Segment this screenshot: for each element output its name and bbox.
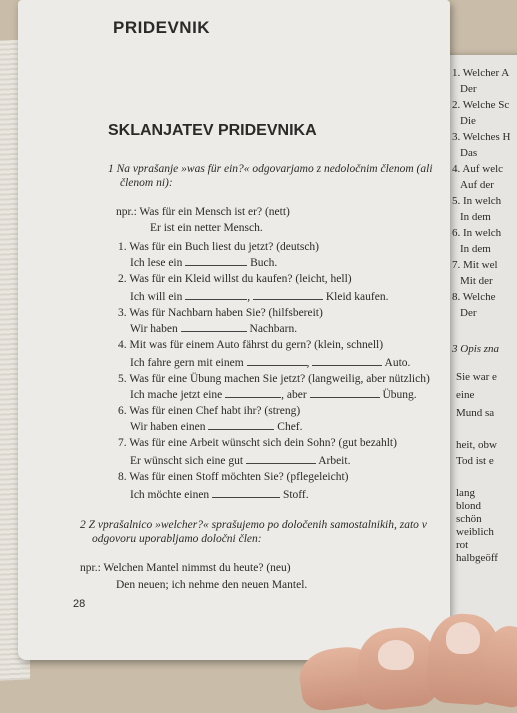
answer-text: Ich will ein	[130, 291, 183, 303]
answer-text: , aber	[281, 389, 307, 401]
answer-blank[interactable]	[225, 388, 281, 398]
exercise-answer	[130, 388, 417, 402]
example2-question: npr.: Welchen Mantel nimmst du heute? (neu)	[80, 562, 291, 574]
exercise-question: 8. Was für einen Stoff möchten Sie? (pflegeleicht)	[118, 471, 349, 483]
answer-text: Ich lese ein	[130, 257, 183, 269]
answer-text: Buch.	[250, 257, 278, 269]
exercise-answer	[130, 256, 277, 270]
task2-instruction-cont: odgovoru uporabljamo določni člen:	[92, 533, 262, 545]
answer-text: ,	[306, 357, 310, 369]
left-page	[18, 0, 450, 660]
right-line: halbgeöff	[456, 552, 498, 564]
answer-blank[interactable]	[310, 388, 380, 398]
answer-text: Wir haben einen	[130, 421, 206, 433]
exercise-answer	[130, 488, 309, 502]
right-line: Der	[460, 83, 477, 95]
right-line: 6. In welch	[452, 227, 502, 239]
right-line: 2. Welche Sc	[452, 99, 510, 111]
exercise-answer	[130, 290, 388, 304]
answer-blank[interactable]	[185, 256, 247, 266]
task1-instruction-cont: členom ni):	[120, 177, 173, 189]
exercise-answer	[130, 322, 297, 336]
answer-text: Arbeit.	[318, 455, 351, 467]
right-line: 7. Mit wel	[452, 259, 498, 271]
exercise-question: 3. Was für Nachbarn haben Sie? (hilfsbereit)	[118, 307, 323, 319]
answer-text: Chef.	[277, 421, 303, 433]
answer-blank[interactable]	[247, 356, 307, 366]
right-line: eine	[456, 389, 475, 401]
right-line: heit, obw	[456, 439, 497, 451]
example2-answer: Den neuen; ich nehme den neuen Mantel.	[116, 579, 308, 591]
example1-question: npr.: Was für ein Mensch ist er? (nett)	[116, 206, 290, 218]
right-page	[446, 55, 517, 645]
exercise-question: 5. Was für eine Übung machen Sie jetzt? (langweilig, aber nützlich)	[118, 373, 430, 385]
right-line: Die	[460, 115, 476, 127]
exercise-question: 1. Was für ein Buch liest du jetzt? (deutsch)	[118, 241, 320, 253]
right-line: rot	[456, 539, 469, 551]
task2-text: 2 Z vprašalnico »welcher?« sprašujemo po določenih samostalnikih, zato v	[80, 519, 427, 531]
answer-text: Übung.	[382, 389, 417, 401]
right-line: lang	[456, 487, 475, 499]
right-line: Auf der	[460, 179, 494, 191]
right-line: 3 Opis zna	[452, 343, 500, 355]
section-title: SKLANJATEV PRIDEVNIKA	[108, 122, 317, 139]
exercise-question: 6. Was für einen Chef habt ihr? (streng)	[118, 405, 301, 417]
exercise-question: 7. Was für eine Arbeit wünscht sich dein Sohn? (gut bezahlt)	[118, 437, 397, 449]
answer-text: ,	[247, 291, 251, 303]
answer-blank[interactable]	[185, 290, 247, 300]
chapter-header: PRIDEVNIK	[113, 18, 211, 37]
right-line: In dem	[460, 243, 491, 255]
answer-text: Ich fahre gern mit einem	[130, 357, 244, 369]
answer-text: Ich mache jetzt eine	[130, 389, 223, 401]
task1-instruction: 1 Na vprašanje »was für ein?« odgovarjamo z nedoločnim členom (ali	[108, 163, 433, 175]
fingernail	[446, 622, 480, 654]
answer-text: Auto.	[384, 357, 411, 369]
answer-text: Kleid kaufen.	[325, 291, 389, 303]
right-line: 3. Welches H	[452, 131, 511, 143]
exercise-answer	[130, 420, 303, 434]
right-line: Tod ist e	[456, 455, 494, 467]
example1-answer: Er ist ein netter Mensch.	[150, 222, 263, 234]
right-line: blond	[456, 500, 482, 512]
answer-text: Er wünscht sich eine gut	[130, 455, 244, 467]
answer-blank[interactable]	[246, 454, 316, 464]
right-line: schön	[456, 513, 482, 525]
fingernail	[378, 640, 414, 670]
right-line: Sie war e	[456, 371, 497, 383]
exercise-answer	[130, 356, 410, 370]
answer-blank[interactable]	[312, 356, 382, 366]
right-line: 5. In welch	[452, 195, 502, 207]
right-line: Das	[460, 147, 478, 159]
task2-instruction	[80, 518, 427, 532]
answer-blank[interactable]	[181, 322, 247, 332]
answer-blank[interactable]	[208, 420, 274, 430]
right-line: Mund sa	[456, 407, 495, 419]
exercise-answer	[130, 454, 350, 468]
right-line: 1. Welcher A	[452, 67, 510, 79]
page-number: 28	[73, 598, 86, 610]
right-line: Mit der	[460, 275, 493, 287]
right-line: Der	[460, 307, 477, 319]
answer-text: Ich möchte einen	[130, 489, 210, 501]
answer-text: Nachbarn.	[249, 323, 298, 335]
answer-blank[interactable]	[253, 290, 323, 300]
right-line: In dem	[460, 211, 491, 223]
right-line: 4. Auf welc	[452, 163, 504, 175]
answer-text: Wir haben	[130, 323, 178, 335]
answer-text: Stoff.	[282, 489, 309, 501]
answer-blank[interactable]	[212, 488, 280, 498]
right-line: 8. Welche	[452, 291, 496, 303]
exercise-question: 4. Mit was für einem Auto fährst du gern? (klein, schnell)	[118, 339, 384, 351]
right-line: weiblich	[456, 526, 494, 538]
exercise-question: 2. Was für ein Kleid willst du kaufen? (leicht, hell)	[118, 273, 352, 285]
